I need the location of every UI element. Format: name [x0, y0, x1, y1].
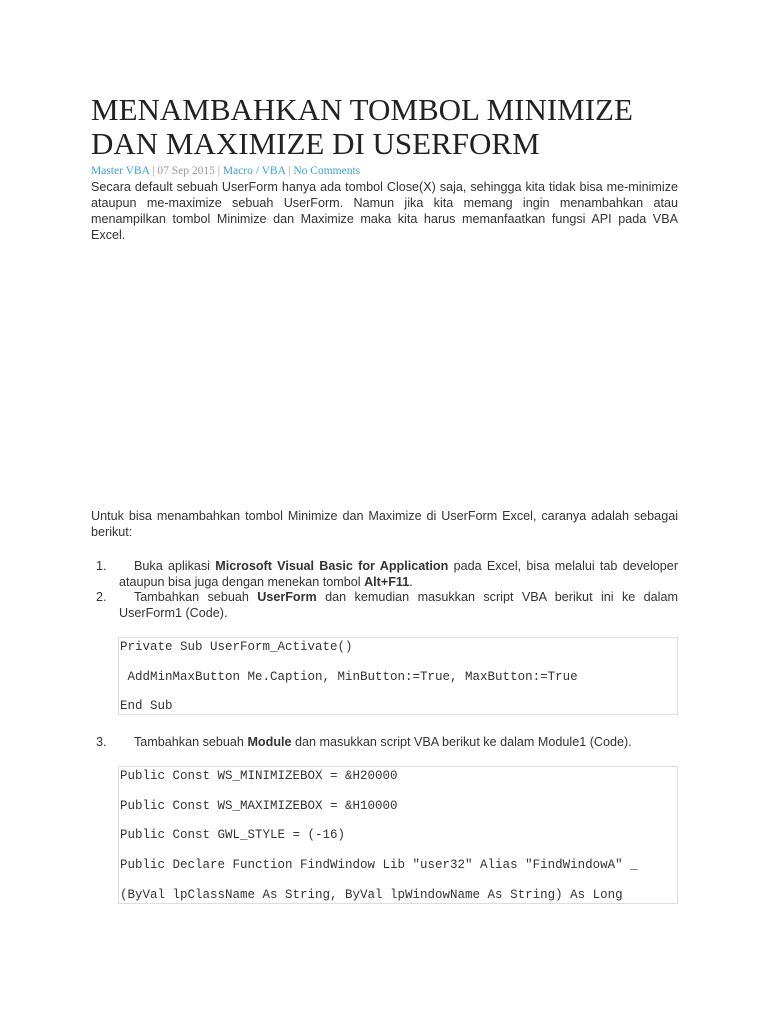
meta-separator: | [149, 165, 158, 177]
step-text: dan kemudian masukkan script VBA berikut ini ke dalam UserForm1 (Code). [119, 590, 678, 620]
step-text: Tambahkan sebuah [134, 735, 248, 749]
list-item-text [119, 558, 678, 590]
list-item-text [119, 734, 678, 750]
meta-separator: | [214, 165, 223, 177]
code-line: Public Const WS_MAXIMIZEBOX = &H10000 [120, 799, 398, 813]
list-item-number: 3. [96, 735, 107, 749]
post-meta [91, 164, 360, 178]
code-block[interactable] [118, 637, 678, 715]
article-title-line-1: MENAMBAHKAN TOMBOL MINIMIZE [91, 92, 633, 127]
step-text: Tambahkan sebuah [134, 590, 258, 604]
steps-intro-paragraph: Untuk bisa menambahkan tombol Minimize dan Maximize di UserForm Excel, caranya adalah sebagai berikut: [91, 509, 678, 539]
code-line: End Sub [120, 699, 173, 713]
code-line: Private Sub UserForm_Activate() [120, 640, 353, 654]
comments-link[interactable]: No Comments [293, 165, 361, 177]
step-bold-text: UserForm [257, 590, 317, 604]
category-link[interactable]: Macro / VBA [222, 165, 286, 177]
code-line: Public Const WS_MINIMIZEBOX = &H20000 [120, 769, 398, 783]
post-date: 07 Sep 2015 [157, 165, 215, 177]
intro-paragraph: Secara default sebuah UserForm hanya ada tombol Close(X) saja, sehingga kita tidak bisa me-minimize ataupun me-maximize sebuah UserForm. Namun jika kita memang ingin menambahkan atau menampilkan tombol Minimize dan Maximize maka kita harus memanfaatkan fungsi API pada VBA Excel. [91, 180, 678, 242]
author-link[interactable]: Master VBA [91, 165, 150, 177]
code-block[interactable] [118, 766, 678, 904]
code-line: Public Const GWL_STYLE = (-16) [120, 828, 346, 842]
article-title-line-2: DAN MAXIMIZE DI USERFORM [91, 126, 540, 161]
article-title [91, 93, 678, 161]
list-item-number: 1. [96, 559, 107, 573]
step-text: . [409, 575, 413, 589]
step-bold-text: Microsoft Visual Basic for Application [215, 559, 449, 573]
list-item [91, 734, 678, 750]
code-line: (ByVal lpClassName As String, ByVal lpWindowName As String) As Long [120, 888, 623, 902]
list-item [91, 589, 678, 621]
step-text: pada Excel, bisa melalui tab developer ataupun bisa juga dengan menekan tombol [119, 559, 679, 589]
step-bold-text: Module [247, 735, 292, 749]
list-item-number: 2. [96, 590, 107, 604]
code-line: Public Declare Function FindWindow Lib "user32" Alias "FindWindowA" _ [120, 858, 638, 872]
step-text: Buka aplikasi [134, 559, 216, 573]
code-line: AddMinMaxButton Me.Caption, MinButton:=True, MaxButton:=True [120, 670, 578, 684]
step-text: dan masukkan script VBA berikut ke dalam Module1 (Code). [291, 735, 632, 749]
list-item [91, 558, 678, 590]
list-item-text [119, 589, 678, 621]
meta-separator: | [285, 165, 294, 177]
step-bold-text: Alt+F11 [364, 575, 410, 589]
